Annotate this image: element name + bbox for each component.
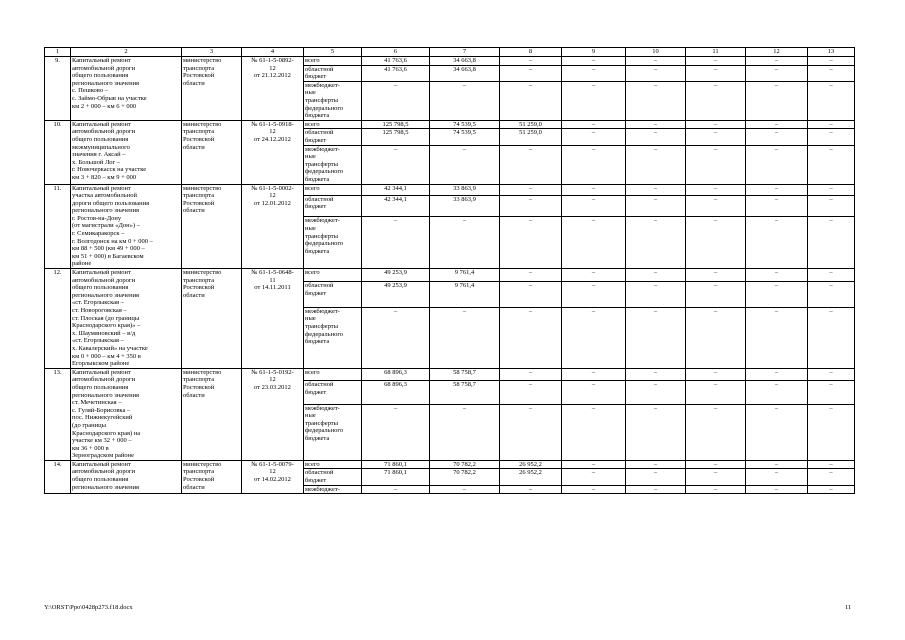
amount-cell: – [562,81,626,120]
amount-cell: – [430,404,500,460]
amount-cell: 33 863,9 [430,195,500,216]
amount-cell: – [500,485,562,494]
funding-source: всего [304,368,362,380]
amount-cell: – [808,282,855,307]
amount-cell: – [746,195,808,216]
expertise-conclusion: № 61-1-5-0918- 12 от 24.12.2012 [242,120,304,184]
funding-source: всего [304,460,362,469]
amount-cell: – [562,307,626,368]
funding-source: межбюджет- ные трансферты федерального бюджета [304,307,362,368]
amount-cell: – [562,460,626,469]
header-cell: 10 [626,48,686,57]
amount-cell: – [500,145,562,184]
amount-cell: – [562,195,626,216]
amount-cell: – [746,381,808,404]
amount-cell: – [562,129,626,145]
amount-cell: – [686,65,746,81]
amount-cell: 34 663,8 [430,57,500,66]
amount-cell: – [808,460,855,469]
header-cell: 9 [562,48,626,57]
funding-source: всего [304,269,362,282]
amount-cell: – [746,485,808,494]
amount-cell: 41 763,6 [362,57,430,66]
amount-cell: – [808,120,855,129]
amount-cell: – [746,145,808,184]
amount-cell: 74 539,5 [430,129,500,145]
amount-cell: – [626,368,686,380]
record-number: 14. [45,460,71,493]
amount-cell: – [746,460,808,469]
funding-source: межбюджет- ные трансферты федерального бюджета [304,217,362,269]
amount-cell: – [562,404,626,460]
amount-cell: – [500,184,562,195]
customer-name: министерство транспорта Ростовской области [182,460,242,493]
funding-source: межбюджет- ные трансферты федерального бюджета [304,145,362,184]
funding-source: межбюджет- ные трансферты федерального бюджета [304,404,362,460]
object-name: Капитальный ремонт автомобильной дороги общего пользования межмуниципального значения г. Аксай – х. Большой Лог – г. Новочеркасск на участке км 3 + 820 – км 9 + 000 [71,120,182,184]
amount-cell: – [686,368,746,380]
header-cell: 11 [686,48,746,57]
amount-cell: – [626,145,686,184]
header-cell: 3 [182,48,242,57]
amount-cell: – [626,184,686,195]
amount-cell: – [500,381,562,404]
amount-cell: – [362,145,430,184]
amount-cell: – [562,184,626,195]
amount-cell: – [808,81,855,120]
amount-cell: – [562,381,626,404]
customer-name: министерство транспорта Ростовской области [182,57,242,121]
funding-source: областной бюджет [304,195,362,216]
amount-cell: 9 761,4 [430,269,500,282]
amount-cell: – [626,120,686,129]
funding-source: областной бюджет [304,282,362,307]
amount-cell: 71 860,1 [362,460,430,469]
funding-source: областной бюджет [304,65,362,81]
amount-cell: – [808,269,855,282]
expertise-conclusion: № 61-1-5-0892- 12 от 21.12.2012 [242,57,304,121]
amount-cell: – [686,195,746,216]
amount-cell: – [746,81,808,120]
amount-cell: – [500,217,562,269]
amount-cell: – [746,282,808,307]
header-cell: 1 [45,48,71,57]
amount-cell: – [746,404,808,460]
table-row [45,184,855,195]
amount-cell: – [746,129,808,145]
funding-source: областной бюджет [304,381,362,404]
amount-cell: – [808,381,855,404]
column-number-header [45,48,855,57]
record-number: 12. [45,269,71,369]
amount-cell: – [746,120,808,129]
page-number: 11 [845,604,852,611]
funding-source: межбюджет- [304,485,362,494]
table-row [45,269,855,282]
object-name: Капитальный ремонт автомобильной дороги общего пользования регионального значения [71,460,182,493]
amount-cell: – [686,404,746,460]
amount-cell: – [626,217,686,269]
funding-source: межбюджет- ные трансферты федерального бюджета [304,81,362,120]
header-cell: 12 [746,48,808,57]
amount-cell: – [808,469,855,485]
amount-cell: – [562,485,626,494]
amount-cell: – [746,57,808,66]
amount-cell: – [626,195,686,216]
amount-cell: – [626,57,686,66]
amount-cell: – [808,57,855,66]
amount-cell: – [686,217,746,269]
amount-cell: – [808,485,855,494]
record-number: 11. [45,184,71,269]
amount-cell: – [562,120,626,129]
object-name: Капитальный ремонт автомобильной дороги общего пользования регионального значения «ст. Егорлыкская – ст. Новороговская – ст. Плоская (до границы Краснодарского края)» – х. Шаумяновский – в/д «ст. Егорлыкская – х. Кавалерский» на участке км 0 + 000 – км 4 + 350 в Егорлыкском районе [71,269,182,369]
amount-cell: 26 952,2 [500,460,562,469]
amount-cell: 58 758,7 [430,368,500,380]
amount-cell: 58 758,7 [430,381,500,404]
header-cell: 7 [430,48,500,57]
amount-cell: – [500,368,562,380]
amount-cell: – [562,282,626,307]
header-cell: 8 [500,48,562,57]
expertise-conclusion: № 61-1-5-0002- 12 от 12.01.2012 [242,184,304,269]
object-name: Капитальный ремонт участка автомобильной дороги общего пользования регионального значения г. Ростов-на-Дону (от магистрали «Дон») – г. Семикаракорск – г. Волгодонск на км 0 + 000 – км 88 + 500 (км 49 + 000 – км 51 + 000) в Багаевском районе [71,184,182,269]
amount-cell: – [686,460,746,469]
amount-cell: – [362,307,430,368]
funding-source: всего [304,57,362,66]
amount-cell: 49 253,9 [362,282,430,307]
amount-cell: – [686,120,746,129]
table-row [45,368,855,380]
file-path: Y:\ORST\Ppo\0428p273.f18.docx [44,604,133,611]
amount-cell: – [686,81,746,120]
amount-cell: – [430,217,500,269]
amount-cell: – [562,57,626,66]
header-cell: 5 [304,48,362,57]
amount-cell: 42 344,1 [362,195,430,216]
object-name: Капитальный ремонт автомобильной дороги общего пользования регионального значения с. Пешково – с. Займо-Обрыв на участке км 2 + 000 – км 6 + 000 [71,57,182,121]
amount-cell: – [500,307,562,368]
header-cell: 4 [242,48,304,57]
amount-cell: – [746,469,808,485]
amount-cell: 70 782,2 [430,469,500,485]
amount-cell: 51 259,0 [500,129,562,145]
expertise-conclusion: № 61-1-5-0648- 11 от 14.11.2011 [242,269,304,369]
amount-cell: – [746,368,808,380]
amount-cell: 42 344,1 [362,184,430,195]
amount-cell: – [430,145,500,184]
customer-name: министерство транспорта Ростовской области [182,368,242,460]
amount-cell: 9 761,4 [430,282,500,307]
amount-cell: – [562,65,626,81]
amount-cell: – [430,81,500,120]
amount-cell: – [500,195,562,216]
customer-name: министерство транспорта Ростовской области [182,269,242,369]
amount-cell: – [686,129,746,145]
amount-cell: – [500,269,562,282]
funding-source: всего [304,184,362,195]
amount-cell: – [626,381,686,404]
amount-cell: – [362,485,430,494]
amount-cell: – [626,129,686,145]
amount-cell: – [626,307,686,368]
amount-cell: 125 798,5 [362,120,430,129]
header-cell: 6 [362,48,430,57]
funding-source: областной бюджет [304,129,362,145]
amount-cell: – [808,145,855,184]
amount-cell: – [500,404,562,460]
amount-cell: – [626,404,686,460]
amount-cell: – [746,184,808,195]
amount-cell: – [562,217,626,269]
amount-cell: – [562,145,626,184]
amount-cell: – [808,65,855,81]
amount-cell: 125 798,5 [362,129,430,145]
amount-cell: – [686,307,746,368]
amount-cell: – [686,184,746,195]
customer-name: министерство транспорта Ростовской области [182,120,242,184]
amount-cell: – [626,460,686,469]
amount-cell: 34 663,8 [430,65,500,81]
amount-cell: – [626,269,686,282]
table-row [45,460,855,469]
object-name: Капитальный ремонт автомобильной дороги общего пользования регионального значения ст. Мечетинская – с. Гуляй-Борисовка – пос. Нижнекугейский (до границы Краснодарского края) на участке км 32 + 000 – км 36 + 000 в Зерноградском районе [71,368,182,460]
amount-cell: – [500,282,562,307]
amount-cell: 71 860,1 [362,469,430,485]
table-row [45,120,855,129]
header-cell: 13 [808,48,855,57]
amount-cell: – [686,57,746,66]
expertise-conclusion: № 61-1-5-0192- 12 от 23.03.2012 [242,368,304,460]
record-number: 13. [45,368,71,460]
record-number: 9. [45,57,71,121]
amount-cell: – [686,269,746,282]
amount-cell: – [562,269,626,282]
amount-cell: – [808,307,855,368]
amount-cell: 41 763,6 [362,65,430,81]
amount-cell: – [362,404,430,460]
amount-cell: – [500,65,562,81]
amount-cell: – [626,81,686,120]
amount-cell: – [562,368,626,380]
amount-cell: – [808,195,855,216]
amount-cell: – [808,129,855,145]
amount-cell: – [562,469,626,485]
amount-cell: – [808,404,855,460]
amount-cell: – [430,485,500,494]
amount-cell: – [500,81,562,120]
amount-cell: 33 863,9 [430,184,500,195]
funding-source: областной бюджет [304,469,362,485]
amount-cell: 70 782,2 [430,460,500,469]
amount-cell: – [430,307,500,368]
amount-cell: 51 259,0 [500,120,562,129]
amount-cell: 26 952,2 [500,469,562,485]
expertise-conclusion: № 61-1-5-0079- 12 от 14.02.2012 [242,460,304,493]
header-cell: 2 [71,48,182,57]
budget-table [44,47,855,494]
amount-cell: – [626,65,686,81]
amount-cell: 68 896,3 [362,381,430,404]
amount-cell: – [686,282,746,307]
amount-cell: – [626,469,686,485]
amount-cell: – [808,368,855,380]
amount-cell: – [808,217,855,269]
amount-cell: – [626,282,686,307]
amount-cell: – [686,145,746,184]
amount-cell: – [686,485,746,494]
amount-cell: – [686,381,746,404]
amount-cell: – [746,217,808,269]
funding-source: всего [304,120,362,129]
amount-cell: 74 539,5 [430,120,500,129]
record-number: 10. [45,120,71,184]
amount-cell: – [500,57,562,66]
amount-cell: – [626,485,686,494]
amount-cell: – [686,469,746,485]
customer-name: министерство транспорта Ростовской области [182,184,242,269]
amount-cell: – [746,269,808,282]
amount-cell: – [746,65,808,81]
amount-cell: 68 896,3 [362,368,430,380]
amount-cell: – [362,217,430,269]
amount-cell: – [362,81,430,120]
amount-cell: – [746,307,808,368]
amount-cell: 49 253,9 [362,269,430,282]
table-row [45,57,855,66]
amount-cell: – [808,184,855,195]
